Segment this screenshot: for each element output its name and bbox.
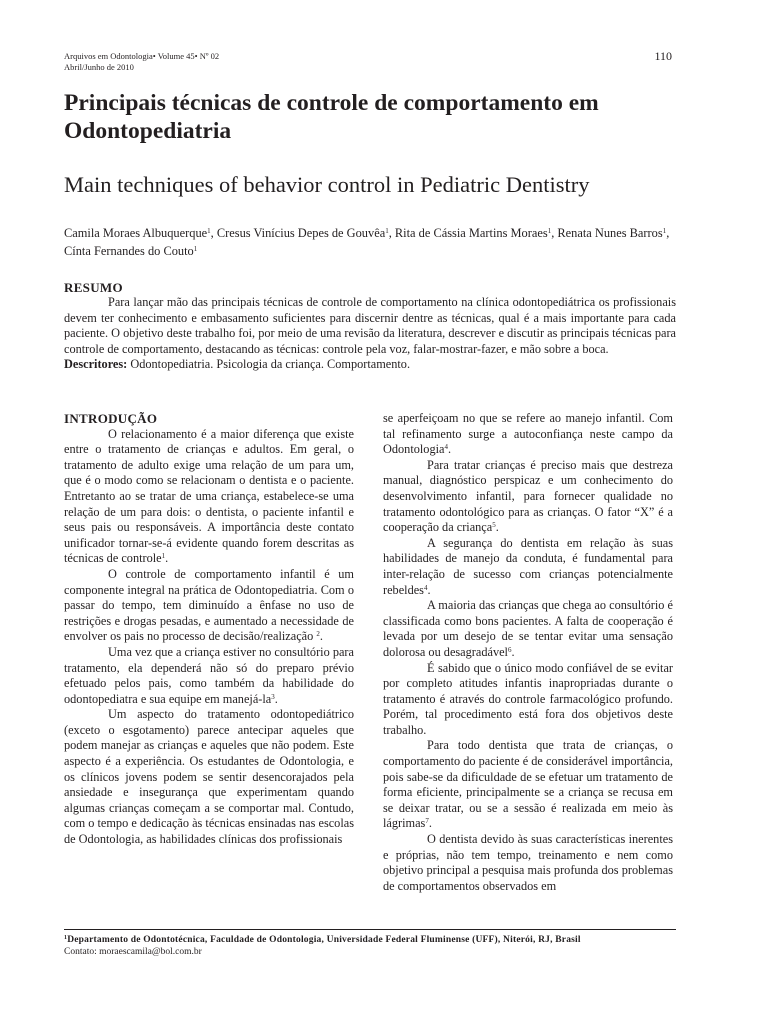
citation-ref: 4: [444, 443, 448, 452]
paragraph-text: se aperfeiçoam no que se refere ao manejo infantil. Com tal refinamento surge a autoconfiança neste campo da Odontologia: [383, 411, 673, 457]
affiliation-marker: 1: [64, 935, 68, 941]
journal-line: Arquivos em Odontologia• Volume 45• Nº 02: [64, 51, 220, 61]
author-affiliation-mark: 1: [662, 227, 667, 235]
citation-ref: 2: [316, 630, 320, 639]
author-affiliation-mark: 1: [207, 227, 211, 235]
abstract: [64, 295, 676, 373]
paragraph-tail: .: [447, 442, 452, 457]
abstract-text: Para lançar mão das principais técnicas de controle de comportamento na clínica odontopediátrica os profissionais devem ter conhecimento e embasamento suficientes para discernir dentre as técnicas, qual é a mais importante para cada paciente. O objetivo deste trabalho foi, por meio de uma revisão da literatura, descrever e discutir as principais técnicas para controle de comportamento, destacando as técnicas: controle pela voz, falar-mostrar-fazer, e mão sobre a boca.: [64, 295, 676, 356]
author-separator: ,: [551, 226, 558, 240]
paragraph-text: O dentista devido às suas características inerentes e próprias, não tem tempo, treinamento e nem como objetivo principal a pesquisa mais profunda dos problemas de comportamentos observados em: [383, 832, 673, 893]
paragraph-text: Para tratar crianças é preciso mais que destreza manual, diagnóstico perspicaz e um conhecimento do desenvolvimento infantil, para fornecer qualidade no tratamento odontológico para as crianças. O fator “X” é a cooperação da criança: [383, 457, 673, 535]
paragraph-text: A maioria das crianças que chega ao consultório é classificada como bons pacientes. A falta de cooperação é levada por um desejo de se tentar evitar uma sensação dolorosa ou desagradável: [383, 598, 673, 659]
paragraph-text: A segurança do dentista em relação às suas habilidades de manejo da conduta, é fundamental para inter-relação de sucesso com crianças potencialmente rebeldes: [383, 535, 673, 597]
paragraph-tail: .: [165, 551, 169, 566]
section-heading-introduction: INTRODUÇÃO: [64, 411, 158, 426]
footnote-divider: [64, 929, 676, 930]
body-paragraph: [383, 411, 673, 458]
body-paragraph: [383, 832, 673, 894]
abstract-heading: RESUMO: [64, 280, 123, 295]
citation-ref: 4: [423, 583, 428, 592]
citation-ref: 6: [507, 645, 512, 654]
paragraph-text: Um aspecto do tratamento odontopediátrico (exceto o esgotamento) parece antecipar aqueles que podem manejar as crianças e aqueles que não podem. Este aspecto é a experiência. Os estudantes de Odontologia, e os clínicos jovens podem se sentir desencorajados pela ansiedade e insegurança que experimentam quando algumas crianças começam a se comportar mal. Contudo, com o tempo e dedicação às técnicas ensinadas nas escolas de Odontologia, as habilidades clínicas dos profissionais: [64, 707, 354, 847]
paragraph-text: Uma vez que a criança estiver no consultório para tratamento, ela dependerá não só do preparo prévio efetuado pelos pais, como também da habilidade do odontopediatra e sua equipe em manejá-la: [64, 644, 354, 706]
author-separator: ,: [388, 226, 395, 240]
citation-ref: 3: [271, 692, 275, 701]
body-paragraph: [383, 661, 673, 739]
paragraph-text: É sabido que o único modo confiável de se evitar por completo atitudes infantis inapropriadas durante o tratamento é através do controle farmacológico profundo. Porém, tal procedimento está fora dos objetivos deste trabalho.: [383, 660, 673, 737]
author-affiliation-mark: 1: [193, 245, 198, 253]
left-column: [64, 411, 354, 848]
author-separator: ,: [666, 226, 670, 240]
running-header: [64, 51, 219, 73]
paragraph-text: O controle de comportamento infantil é um componente integral na prática de Odontopediatria. Com o passar do tempo, tem diminuído a ênfase no uso de restrições e drogas pesadas, e aumentado a necessidade de envolver os pais no processo de decisão/realização: [64, 566, 354, 644]
contact-email: Contato: moraescamila@bol.com.br: [64, 947, 202, 957]
keywords-list: Odontopediatria. Psicologia da criança. Comportamento.: [127, 357, 411, 371]
article-title-pt: Principais técnicas de controle de comportamento em Odontopediatria: [64, 90, 599, 144]
author-separator: ,: [210, 226, 217, 240]
paragraph-text: O relacionamento é a maior diferença que existe entre o tratamento de crianças e adultos. Em geral, o tratamento de adulto exige uma relação de um para um, que é o modo como se relacionam o dentista e o paciente. Entretanto ao se tratar de uma criança, estabelece-se uma relação de um para dois: o dentista, o paciente infantil e seus pais ou responsáveis. A importância deste contato unificador tornar-se-á evidente quando forem descritas as técnicas de controle: [64, 426, 354, 566]
paragraph-tail: .: [427, 582, 431, 597]
footnote: [64, 934, 676, 958]
paragraph-tail: .: [274, 691, 278, 706]
keywords: [64, 357, 676, 373]
author-name: Cresus Vinícius Depes de Gouvêa: [216, 226, 386, 240]
citation-ref: 7: [425, 817, 429, 826]
body-paragraph: [383, 738, 673, 832]
author-affiliation-mark: 1: [547, 227, 552, 235]
author-name: Renata Nunes Barros: [557, 226, 663, 240]
affiliation-text: Departamento de Odontotécnica, Faculdade de Odontologia, Universidade Federal Fluminense (UFF), Niterói, RJ, Brasil: [67, 935, 581, 945]
author-name: Rita de Cássia Martins Moraes: [394, 226, 548, 240]
citation-ref: 1: [161, 552, 166, 561]
paragraph-tail: .: [428, 816, 432, 831]
body-paragraph: [64, 645, 354, 707]
body-paragraph: [64, 567, 354, 645]
article-title-en: Main techniques of behavior control in Pediatric Dentistry: [64, 172, 590, 197]
body-paragraph: [383, 536, 673, 598]
page-number: 110: [654, 49, 672, 63]
paragraph-tail: .: [511, 644, 515, 659]
body-paragraph: [383, 458, 673, 536]
citation-ref: 5: [492, 521, 496, 530]
right-column: [383, 411, 673, 894]
body-paragraph: [64, 707, 354, 847]
author-list: [64, 224, 676, 260]
author-name: Cínta Fernandes do Couto: [64, 244, 194, 258]
paragraph-text: Para todo dentista que trata de crianças, o comportamento do paciente é de considerável importância, pois sabe-se da dificuldade de se efetuar um tratamento de forma eficiente, principalmente se a criança se recusa em se deixar tratar, ou se a sessão é realizada em meio às lágrimas: [383, 738, 673, 831]
author-name: Camila Moraes Albuquerque: [64, 226, 208, 240]
affiliation-note: [64, 934, 676, 946]
body-paragraph: [64, 427, 354, 567]
paragraph-tail: .: [319, 629, 323, 644]
author-affiliation-mark: 1: [385, 227, 389, 235]
body-paragraph: [383, 598, 673, 660]
keywords-label: Descritores:: [64, 357, 128, 371]
paragraph-tail: .: [495, 520, 499, 535]
issue-date: Abril/Junho de 2010: [64, 62, 134, 72]
